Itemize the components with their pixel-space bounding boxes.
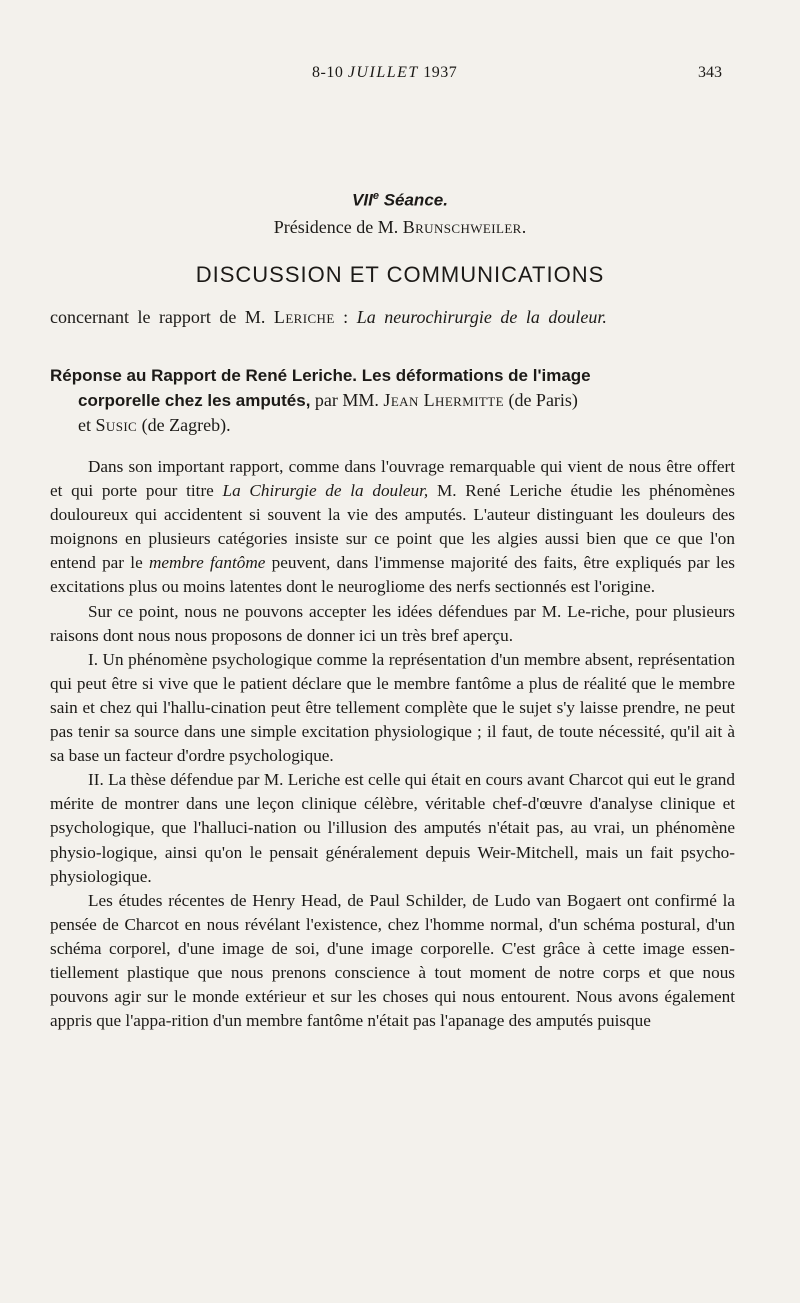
rapporteur-name: Leriche	[273, 307, 335, 327]
session-presidency: Présidence de M. Brunschweiler.	[273, 217, 527, 237]
author-susic: Susic	[95, 415, 138, 435]
paragraph-2: Sur ce point, nous ne pouvons accepter les idées défendues par M. Le-riche, pour plusieurs raisons dont nous nous proposons de donner ici un très bref aperçu.	[50, 601, 735, 645]
running-head	[0, 64, 800, 88]
rapport-title: La neurochirurgie de la douleur.	[356, 307, 607, 327]
paragraph-5: Les études récentes de Henry Head, de Paul Schilder, de Ludo van Bogaert ont confirmé la pensée de Charcot en nous révélant l'existence, chez l'homme normal, d'un schéma postural, d'un schéma corporel, d'une image de soi, d'une image corporelle. C'est grâce à cette image essen-tiellement plastique que nous prenons conscience à tout moment de notre corps et que nous pouvons agir sur le monde extérieur et sur les choses qui nous entourent. Nous avons également appris que l'appa-rition d'un membre fantôme n'était pas l'apanage des amputés puisque	[50, 890, 735, 1031]
running-head-month: JUILLET	[347, 64, 419, 81]
president-name: Brunschweiler	[402, 217, 522, 237]
article-title-line-1: Réponse au Rapport de René Leriche. Les déformations de l'image	[50, 366, 591, 385]
article-title-line-3: et Susic (de Zagreb).	[78, 415, 231, 435]
running-head-date: 8-10 JUILLET 1937	[312, 64, 458, 81]
article-body	[50, 455, 735, 1033]
session-title: VIIe Séance.	[352, 190, 448, 210]
author-lhermitte: Jean Lhermitte	[383, 390, 504, 410]
paragraph-3: I. Un phénomène psychologique comme la représentation d'un membre absent, représentation qui peut être si vive que le patient déclare que le membre fantôme a plus de réalité que le membre sain et chez qui l'hallu-cination peut être tellement complète que le sujet s'y laisse prendre, ne peut pas tenir sa source dans une simple excitation physiologique ; il faut, de toute nécessité, qu'il ait à sa base un facteur d'ordre psychologique.	[50, 649, 735, 766]
article-title	[50, 363, 750, 438]
term-membre-fantome: membre fantôme	[149, 553, 266, 573]
section-heading: DISCUSSION ET COMMUNICATIONS	[195, 262, 605, 287]
paragraph-1: Dans son important rapport, comme dans l'ouvrage remarquable qui vient de nous être offert et qui porte pour titre La Chirurgie de la douleur, M. René Leriche étudie les phénomènes douloureux qui accidentent si souvent la vie des amputés. L'auteur distinguant les douleurs des moignons en plusieurs catégories insiste sur ce point que les algies aussi bien que ce que l'on entend par le membre fantôme peuvent, dans l'immense majorité des faits, être expliqués par les excitations plus ou moins latentes dont le neurogliome des nerfs sectionnés est l'origine.	[50, 457, 735, 597]
book-title: La Chirurgie de la douleur,	[222, 481, 429, 501]
article-title-line-2: corporelle chez les amputés, par MM. Jean Lhermitte (de Paris)	[78, 390, 578, 410]
paragraph-4: II. La thèse défendue par M. Leriche est celle qui était en cours avant Charcot qui eut le grand mérite de montrer dans une leçon clinique célèbre, véritable chef-d'œuvre d'analyse clinique et psychologique, que l'halluci-nation ou l'illusion des amputés n'était pas, au vrai, un phénomène physio-logique, ainsi qu'on le pensait généralement depuis Weir-Mitchell, mais un fait psycho-physiologique.	[50, 770, 735, 886]
section-subheading: concernant le rapport de M. Leriche : La neurochirurgie de la douleur.	[50, 307, 607, 327]
page-number: 343	[698, 64, 722, 81]
